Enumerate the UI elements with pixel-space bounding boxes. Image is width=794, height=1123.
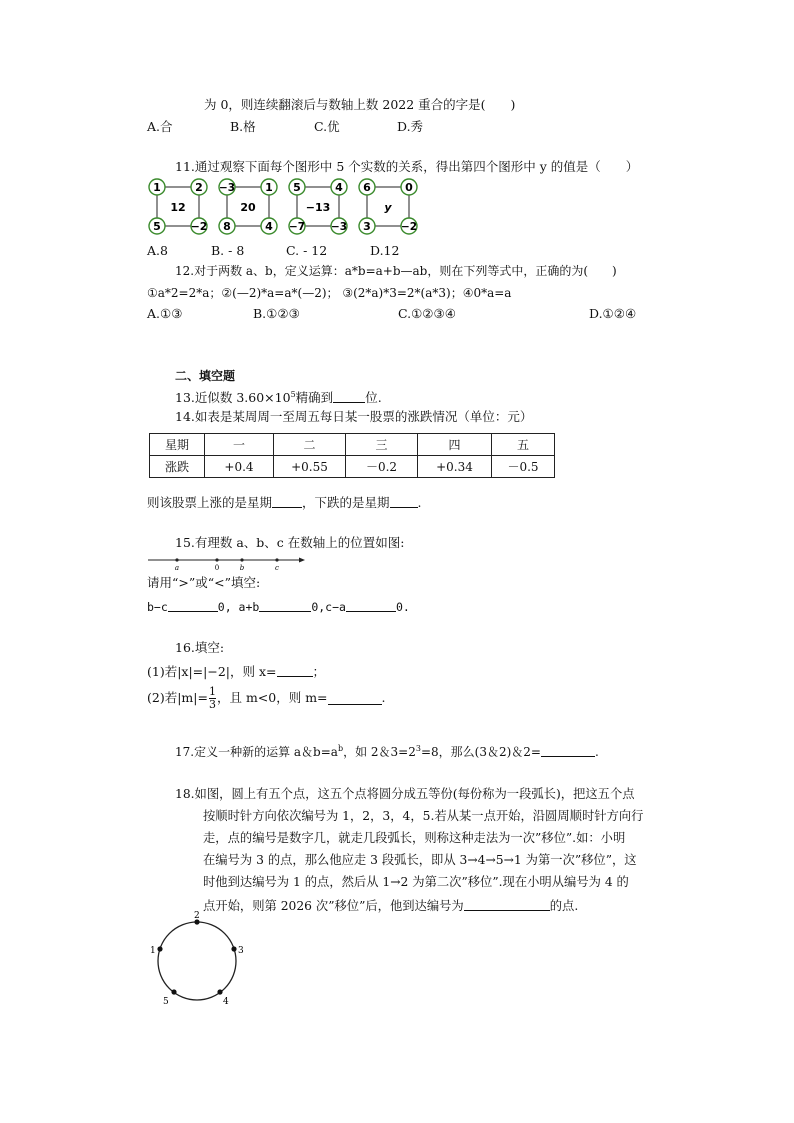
point-a (175, 558, 178, 561)
q15-blank-2[interactable] (259, 599, 311, 612)
circle-label-1: 1 (150, 946, 156, 956)
q11-f2-tl: −3 (218, 182, 236, 194)
q11-figure-2 (219, 179, 277, 234)
q13-blank[interactable] (333, 390, 365, 403)
q16-stem: 16.填空: (175, 640, 225, 655)
table-header-cell: 四 (418, 434, 492, 456)
circle-point-4 (217, 989, 222, 994)
circle-label-2: 2 (194, 911, 200, 921)
q11-f3-bl: −7 (288, 221, 306, 233)
q18-last-pre: 点开始，则第 2026 次”移位”后，他到达编号为 (203, 899, 464, 913)
q16-blank-1[interactable] (277, 664, 313, 677)
q15-answers (147, 599, 410, 614)
table-header-cell: 三 (346, 434, 418, 456)
circle-label-4: 4 (223, 997, 229, 1007)
table-row (150, 434, 555, 456)
q10-option-d: D.秀 (397, 119, 424, 134)
circle-point-5 (171, 989, 176, 994)
table-header-cell: 一 (205, 434, 274, 456)
q16-p1-end: ； (312, 664, 326, 679)
q16-blank-2[interactable] (328, 692, 382, 705)
section-title: 二、填空题 (175, 369, 236, 383)
q11-f1-tl: 1 (153, 181, 161, 194)
q12-option-c: C.①②③④ (398, 306, 456, 321)
q12-items: ①a*2=2*a；②(—2)*a=a*(—2)； ③(2*a)*3=2*(a*3)；④0*a=a (147, 286, 512, 300)
q16-p1-pre: (1)若|x|=|−2|，则 x= (147, 664, 277, 679)
point-0 (215, 558, 218, 561)
q11-f3-tr: 4 (335, 181, 343, 194)
q17-end: . (594, 745, 599, 759)
circle-label-5: 5 (163, 997, 169, 1007)
q13-tail: 位. (365, 390, 382, 405)
q11-f4-center: y (384, 201, 392, 214)
axis-label-0: 0 (214, 564, 220, 572)
q15-stem: 15.有理数 a、b、c 在数轴上的位置如图: (175, 535, 405, 550)
q14-answer (147, 495, 422, 510)
q11-f2-tr: 1 (265, 181, 273, 194)
q16-frac-num: 1 (208, 685, 216, 698)
q11-f4-bl: 3 (363, 220, 371, 233)
circle-label-3: 3 (238, 946, 244, 956)
q15-blank-3[interactable] (346, 599, 396, 612)
q13-line (175, 390, 382, 405)
q16-part1 (147, 664, 325, 679)
q17-mid: ，如 2＆3=2 (343, 745, 416, 759)
q10-option-b: B.格 (230, 119, 256, 134)
q13-exp: 5 (290, 389, 296, 399)
table-header-cell: 五 (492, 434, 555, 456)
q11-f2-bl: 8 (223, 220, 231, 233)
q11-f1-br: −2 (190, 220, 208, 233)
q11-figure-4 (359, 179, 417, 234)
q18-line-6 (203, 898, 578, 912)
q11-figures (145, 175, 420, 240)
axis-label-a: a (174, 564, 180, 572)
q14-answer-mid: ，下跌的是星期 (302, 495, 390, 510)
q18-last-end: 的点. (549, 899, 579, 913)
q17-line (175, 744, 599, 758)
q15-e3: 0,c−a (311, 600, 346, 614)
q11-f1-bl: 5 (153, 220, 161, 233)
q18-line-3: 走，点的编号是数字几，就走几段弧长，则称这种走法为一次”移位”.如：小明 (203, 831, 626, 845)
q12-stem: 12.对于两数 a、b，定义运算：a*b=a+b—ab，则在下列等式中，正确的为( ) (175, 264, 617, 278)
axis-label-c: c (275, 564, 279, 572)
q16-p2-pre: (2)若|m|= (147, 689, 208, 705)
q11-f3-center: −13 (305, 201, 331, 214)
axis-label-b: b (239, 564, 245, 572)
q15-e1: b−c (147, 600, 168, 614)
table-cell: +0.55 (274, 456, 346, 478)
q13-pre: 13.近似数 3.60×10 (175, 390, 291, 405)
q16-part2 (147, 686, 386, 710)
q15-instruction: 请用“>”或“<”填空: (147, 575, 261, 590)
q10-option-c: C.优 (314, 119, 340, 134)
q14-blank-up[interactable] (272, 495, 302, 508)
q18-line-5: 时他到达编号为 1 的点，然后从 1→2 为第二次”移位”.现在小明从编号为 4 的 (203, 875, 629, 889)
q11-f3-tl: 5 (293, 181, 301, 194)
q11-f4-br: −2 (400, 221, 418, 233)
q11-f2-center: 20 (240, 201, 256, 214)
q12-option-d: D.①②④ (589, 306, 637, 321)
q11-stem: 11.通过观察下面每个图形中 5 个实数的关系，得出第四个图形中 y 的值是（ ） (175, 159, 639, 174)
q17-sup1: b (337, 744, 344, 753)
q14-answer-end: . (417, 495, 422, 510)
table-cell: －0.5 (492, 456, 555, 478)
q18-line-1: 18.如图，圆上有五个点，这五个点将圆分成五等份(每份称为一段弧长)，把这五个点 (175, 787, 635, 801)
table-header-cell: 二 (274, 434, 346, 456)
q14-blank-down[interactable] (390, 495, 418, 508)
q12-option-b: B.①②③ (253, 306, 300, 321)
q17-pre: 17.定义一种新的运算 a＆b=a (175, 745, 338, 759)
q10-stem: 为 0，则连续翻滚后与数轴上数 2022 重合的字是( ) (204, 97, 516, 112)
table-row (150, 456, 555, 478)
q11-f1-tr: 2 (195, 181, 203, 194)
q17-mid2: =8，那么(3＆2)＆2= (420, 745, 541, 759)
q11-f4-tr: 0 (405, 181, 413, 194)
circle-figure (140, 908, 250, 1008)
q11-f3-br: −3 (330, 221, 348, 233)
q11-f4-tl: 6 (363, 181, 371, 194)
q16-p2-end: . (381, 689, 386, 705)
q16-fraction (209, 686, 216, 710)
table-cell: +0.34 (418, 456, 492, 478)
table-cell: 涨跌 (150, 456, 205, 478)
q15-e2: 0, a+b (217, 600, 260, 614)
table-cell: +0.4 (205, 456, 274, 478)
point-b (240, 558, 243, 561)
q11-figure-1 (149, 179, 207, 234)
q15-e4: 0. (395, 600, 410, 614)
q13-post: 精确到 (295, 390, 334, 405)
q11-f2-br: 4 (265, 220, 273, 233)
q11-option-c: C. - 12 (286, 243, 328, 258)
q17-sup2: 3 (415, 744, 421, 753)
q16-p2-mid: ，且 m<0，则 m= (216, 689, 328, 705)
q11-figure-3 (289, 179, 347, 234)
q18-line-2: 按顺时针方向依次编号为 1，2，3，4，5.若从某一点开始，沿圆周顺时针方向行 (203, 809, 644, 823)
q12-option-a: A.①③ (147, 306, 183, 321)
number-line (147, 555, 307, 573)
q11-option-a: A.8 (147, 243, 168, 258)
table-cell: －0.2 (346, 456, 418, 478)
q17-blank[interactable] (541, 744, 595, 757)
point-c (275, 558, 278, 561)
q11-f1-center: 12 (170, 201, 186, 214)
q15-blank-1[interactable] (168, 599, 218, 612)
circle-point-1 (157, 946, 162, 951)
q10-option-a: A.合 (147, 119, 173, 134)
q18-line-4: 在编号为 3 的点，那么他应走 3 段弧长，即从 3→4→5→1 为第一次”移位”，这 (203, 853, 637, 867)
q16-frac-den: 3 (208, 697, 216, 711)
q18-blank[interactable] (464, 898, 550, 911)
table-header-cell: 星期 (150, 434, 205, 456)
q11-option-d: D.12 (370, 243, 400, 258)
q11-option-b: B. - 8 (211, 243, 245, 258)
circle-point-3 (231, 946, 236, 951)
q14-answer-pre: 则该股票上涨的是星期 (147, 495, 273, 510)
stock-table (149, 433, 555, 478)
q14-stem: 14.如表是某周周一至周五每日某一股票的涨跌情况（单位：元） (175, 409, 533, 424)
